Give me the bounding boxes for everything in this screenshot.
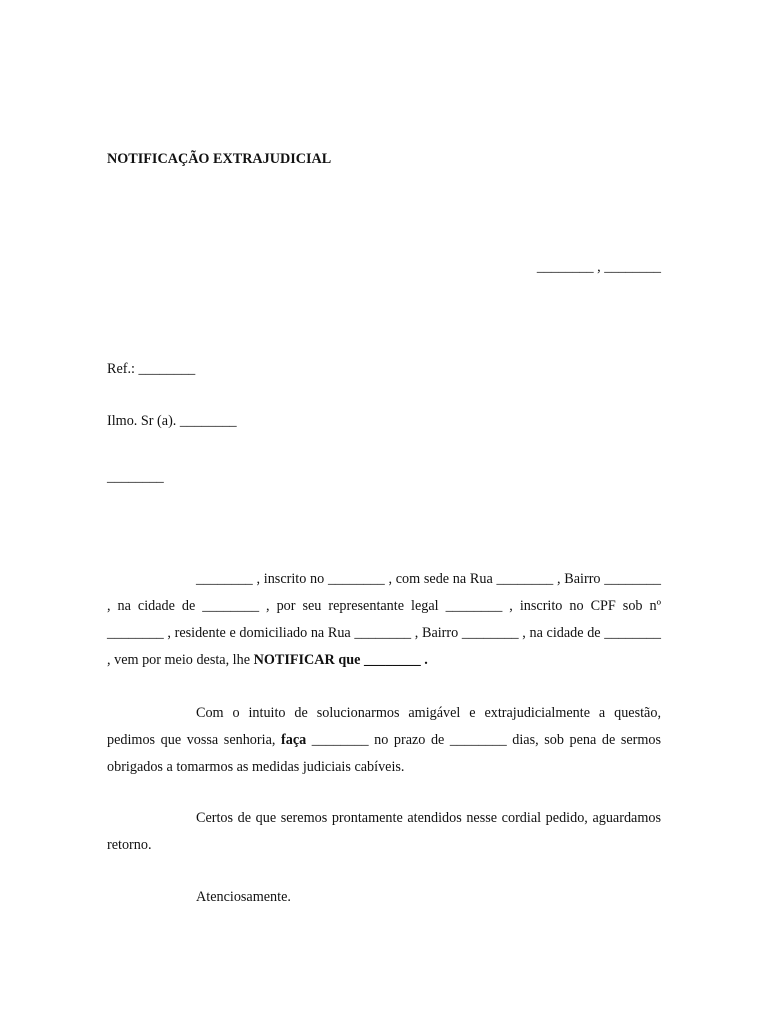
reference-line: Ref.: ________ bbox=[107, 361, 196, 377]
closing-paragraph bbox=[107, 805, 661, 859]
notification-paragraph bbox=[107, 566, 661, 674]
request-paragraph bbox=[107, 700, 661, 781]
sign-off bbox=[107, 884, 661, 911]
paragraph2-bold-text: faça bbox=[281, 732, 307, 748]
paragraph1-text: ________ , inscrito no ________ , com sede na Rua ________ , Bairro ________ , na cidade de ________ , por seu representante legal ________ , inscrito no CPF sob nº ________ , residente e domiciliado na Rua ________ , Bairro ________ , na cidade de ________ , vem por meio desta, lhe bbox=[107, 571, 661, 668]
date-place-line: ________ , ________ bbox=[536, 259, 661, 275]
document-title: NOTIFICAÇÃO EXTRAJUDICIAL bbox=[107, 151, 332, 167]
addressee-line: Ilmo. Sr (a). ________ bbox=[107, 413, 237, 429]
paragraph1-bold-text: NOTIFICAR que ________ . bbox=[253, 652, 428, 668]
closing-text: Atenciosamente. bbox=[196, 889, 291, 905]
paragraph2-text-b: ________ no prazo de ________ dias, sob pena de sermos obrigados a tomarmos as medidas judiciais cabíveis. bbox=[107, 732, 662, 775]
paragraph2-text-a: Com o intuito de solucionarmos amigável e extrajudicialmente a questão, pedimos que vossa senhoria, bbox=[107, 705, 661, 748]
addressee-second-line: ________ bbox=[107, 469, 164, 485]
paragraph3-text: Certos de que seremos prontamente atendidos nesse cordial pedido, aguardamos retorno. bbox=[107, 810, 661, 853]
